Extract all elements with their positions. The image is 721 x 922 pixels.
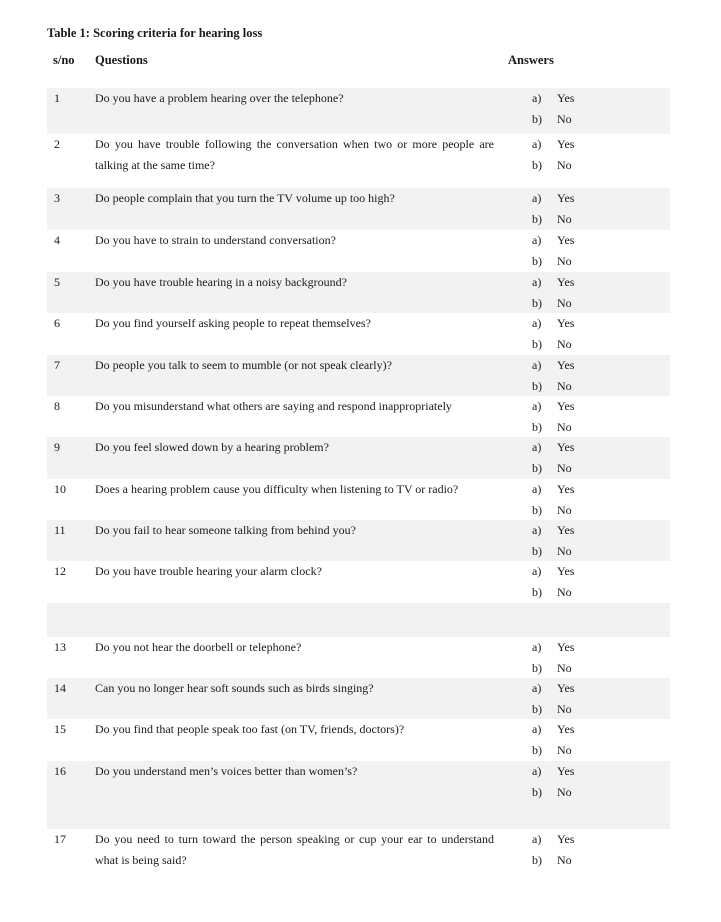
option-letter: b)	[532, 158, 542, 172]
option-label: No	[557, 544, 572, 558]
table-row	[47, 479, 670, 520]
option-letter: a)	[532, 764, 542, 778]
table-caption: Table 1: Scoring criteria for hearing loss	[47, 26, 263, 40]
option-letter: b)	[532, 503, 542, 517]
answer-option	[532, 699, 572, 720]
question-text: Do you have trouble hearing your alarm clock?	[95, 564, 322, 578]
table-row	[47, 561, 670, 603]
answer-option	[532, 678, 574, 699]
option-label: No	[557, 254, 572, 268]
table-row	[47, 829, 670, 877]
option-label: Yes	[557, 233, 575, 247]
answer-option	[532, 561, 574, 582]
table-row	[47, 520, 670, 561]
option-label: Yes	[557, 316, 575, 330]
option-letter: a)	[532, 137, 542, 151]
header-questions: Questions	[95, 53, 148, 67]
answer-option	[532, 658, 572, 679]
row-number: 16	[54, 764, 66, 778]
question-text: Do you fail to hear someone talking from behind you?	[95, 523, 356, 537]
row-number: 8	[54, 399, 60, 413]
question-text: Do you feel slowed down by a hearing problem?	[95, 440, 329, 454]
option-label: Yes	[557, 275, 575, 289]
answer-option	[532, 479, 574, 500]
option-letter: a)	[532, 191, 542, 205]
table-row	[47, 678, 670, 719]
table-row	[47, 355, 670, 396]
table-row	[47, 396, 670, 437]
answer-option	[532, 155, 572, 176]
option-letter: b)	[532, 212, 542, 226]
answer-option	[532, 251, 572, 272]
question-text: Do you have trouble following the conversation when two or more people are talking at the same time?	[95, 137, 494, 172]
answer-option	[532, 109, 572, 130]
option-label: No	[557, 379, 572, 393]
question-text: Do you have a problem hearing over the telephone?	[95, 91, 344, 105]
option-letter: a)	[532, 275, 542, 289]
question-text: Do people you talk to seem to mumble (or not speak clearly)?	[95, 358, 392, 372]
option-label: Yes	[557, 482, 575, 496]
answer-option	[532, 88, 574, 109]
option-letter: b)	[532, 337, 542, 351]
table-row	[47, 88, 670, 134]
answer-option	[532, 719, 574, 740]
option-letter: b)	[532, 853, 542, 867]
answer-option	[532, 272, 574, 293]
answer-option	[532, 761, 574, 782]
question-text: Do you find yourself asking people to repeat themselves?	[95, 316, 371, 330]
question-text: Do people complain that you turn the TV volume up too high?	[95, 191, 395, 205]
option-label: No	[557, 420, 572, 434]
option-label: No	[557, 503, 572, 517]
option-label: No	[557, 743, 572, 757]
question-text: Do you have to strain to understand conversation?	[95, 233, 336, 247]
option-letter: a)	[532, 316, 542, 330]
answer-option	[532, 417, 572, 438]
answer-option	[532, 376, 572, 397]
option-letter: b)	[532, 296, 542, 310]
option-label: Yes	[557, 358, 575, 372]
answer-option	[532, 740, 572, 761]
option-letter: a)	[532, 358, 542, 372]
question-text: Does a hearing problem cause you difficulty when listening to TV or radio?	[95, 482, 459, 496]
option-label: No	[557, 702, 572, 716]
question-text: Do you misunderstand what others are saying and respond inappropriately	[95, 399, 452, 413]
answer-option	[532, 134, 574, 155]
option-letter: b)	[532, 112, 542, 126]
option-letter: b)	[532, 544, 542, 558]
option-label: No	[557, 212, 572, 226]
option-label: Yes	[557, 191, 575, 205]
answer-option	[532, 458, 572, 479]
option-label: Yes	[557, 764, 575, 778]
option-label: No	[557, 337, 572, 351]
option-letter: b)	[532, 420, 542, 434]
answer-option	[532, 782, 572, 803]
answer-option	[532, 637, 574, 658]
table-row	[47, 637, 670, 678]
answer-option	[532, 541, 572, 562]
answer-option	[532, 396, 574, 417]
row-number: 3	[54, 191, 60, 205]
option-label: Yes	[557, 137, 575, 151]
option-letter: b)	[532, 585, 542, 599]
row-number: 12	[54, 564, 66, 578]
option-letter: b)	[532, 379, 542, 393]
option-letter: b)	[532, 785, 542, 799]
answer-option	[532, 500, 572, 521]
row-number: 14	[54, 681, 66, 695]
answer-option	[532, 437, 574, 458]
option-label: No	[557, 661, 572, 675]
header-answers: Answers	[508, 53, 554, 67]
row-number: 15	[54, 722, 66, 736]
option-letter: a)	[532, 440, 542, 454]
option-letter: a)	[532, 91, 542, 105]
table-row	[47, 313, 670, 355]
option-label: Yes	[557, 91, 575, 105]
answer-option	[532, 230, 574, 251]
answer-option	[532, 355, 574, 376]
answer-option	[532, 334, 572, 355]
option-letter: a)	[532, 640, 542, 654]
option-label: No	[557, 296, 572, 310]
answer-option	[532, 293, 572, 314]
option-letter: a)	[532, 832, 542, 846]
option-letter: a)	[532, 681, 542, 695]
option-label: Yes	[557, 681, 575, 695]
header-sno: s/no	[53, 53, 75, 67]
option-label: Yes	[557, 399, 575, 413]
table-row	[47, 230, 670, 272]
option-letter: b)	[532, 743, 542, 757]
option-letter: a)	[532, 233, 542, 247]
option-letter: b)	[532, 254, 542, 268]
option-label: Yes	[557, 523, 575, 537]
option-letter: a)	[532, 722, 542, 736]
option-letter: a)	[532, 399, 542, 413]
option-label: Yes	[557, 440, 575, 454]
row-number: 17	[54, 832, 66, 846]
answer-option	[532, 829, 574, 850]
answer-option	[532, 188, 574, 209]
question-text: Do you have trouble hearing in a noisy background?	[95, 275, 347, 289]
question-text: Can you no longer hear soft sounds such as birds singing?	[95, 681, 374, 695]
option-letter: a)	[532, 564, 542, 578]
option-label: No	[557, 585, 572, 599]
row-number: 13	[54, 640, 66, 654]
option-letter: b)	[532, 461, 542, 475]
row-number: 7	[54, 358, 60, 372]
option-label: Yes	[557, 640, 575, 654]
table-row	[47, 719, 670, 761]
question-text: Do you understand men’s voices better than women’s?	[95, 764, 358, 778]
option-letter: b)	[532, 661, 542, 675]
option-label: No	[557, 461, 572, 475]
answer-option	[532, 582, 572, 603]
spacer-band	[47, 603, 670, 637]
option-label: Yes	[557, 564, 575, 578]
row-number: 5	[54, 275, 60, 289]
question-text: Do you find that people speak too fast (on TV, friends, doctors)?	[95, 722, 405, 736]
option-letter: a)	[532, 482, 542, 496]
table-row	[47, 761, 670, 829]
option-label: No	[557, 853, 572, 867]
answer-option	[532, 209, 572, 230]
option-label: Yes	[557, 832, 575, 846]
table-row	[47, 272, 670, 313]
table-row	[47, 188, 670, 230]
row-number: 9	[54, 440, 60, 454]
row-number: 1	[54, 91, 60, 105]
row-number: 11	[54, 523, 66, 537]
row-number: 4	[54, 233, 60, 247]
option-label: No	[557, 785, 572, 799]
option-label: Yes	[557, 722, 575, 736]
row-number: 10	[54, 482, 66, 496]
answer-option	[532, 313, 574, 334]
option-letter: a)	[532, 523, 542, 537]
option-letter: b)	[532, 702, 542, 716]
table-row	[47, 437, 670, 479]
row-number: 2	[54, 137, 60, 151]
question-text: Do you need to turn toward the person speaking or cup your ear to understand what is being said?	[95, 832, 494, 867]
questions-table	[47, 0, 670, 922]
option-label: No	[557, 112, 572, 126]
answer-option	[532, 850, 572, 871]
question-text: Do you not hear the doorbell or telephone?	[95, 640, 302, 654]
answer-option	[532, 520, 574, 541]
row-number: 6	[54, 316, 60, 330]
table-row	[47, 134, 670, 188]
option-label: No	[557, 158, 572, 172]
